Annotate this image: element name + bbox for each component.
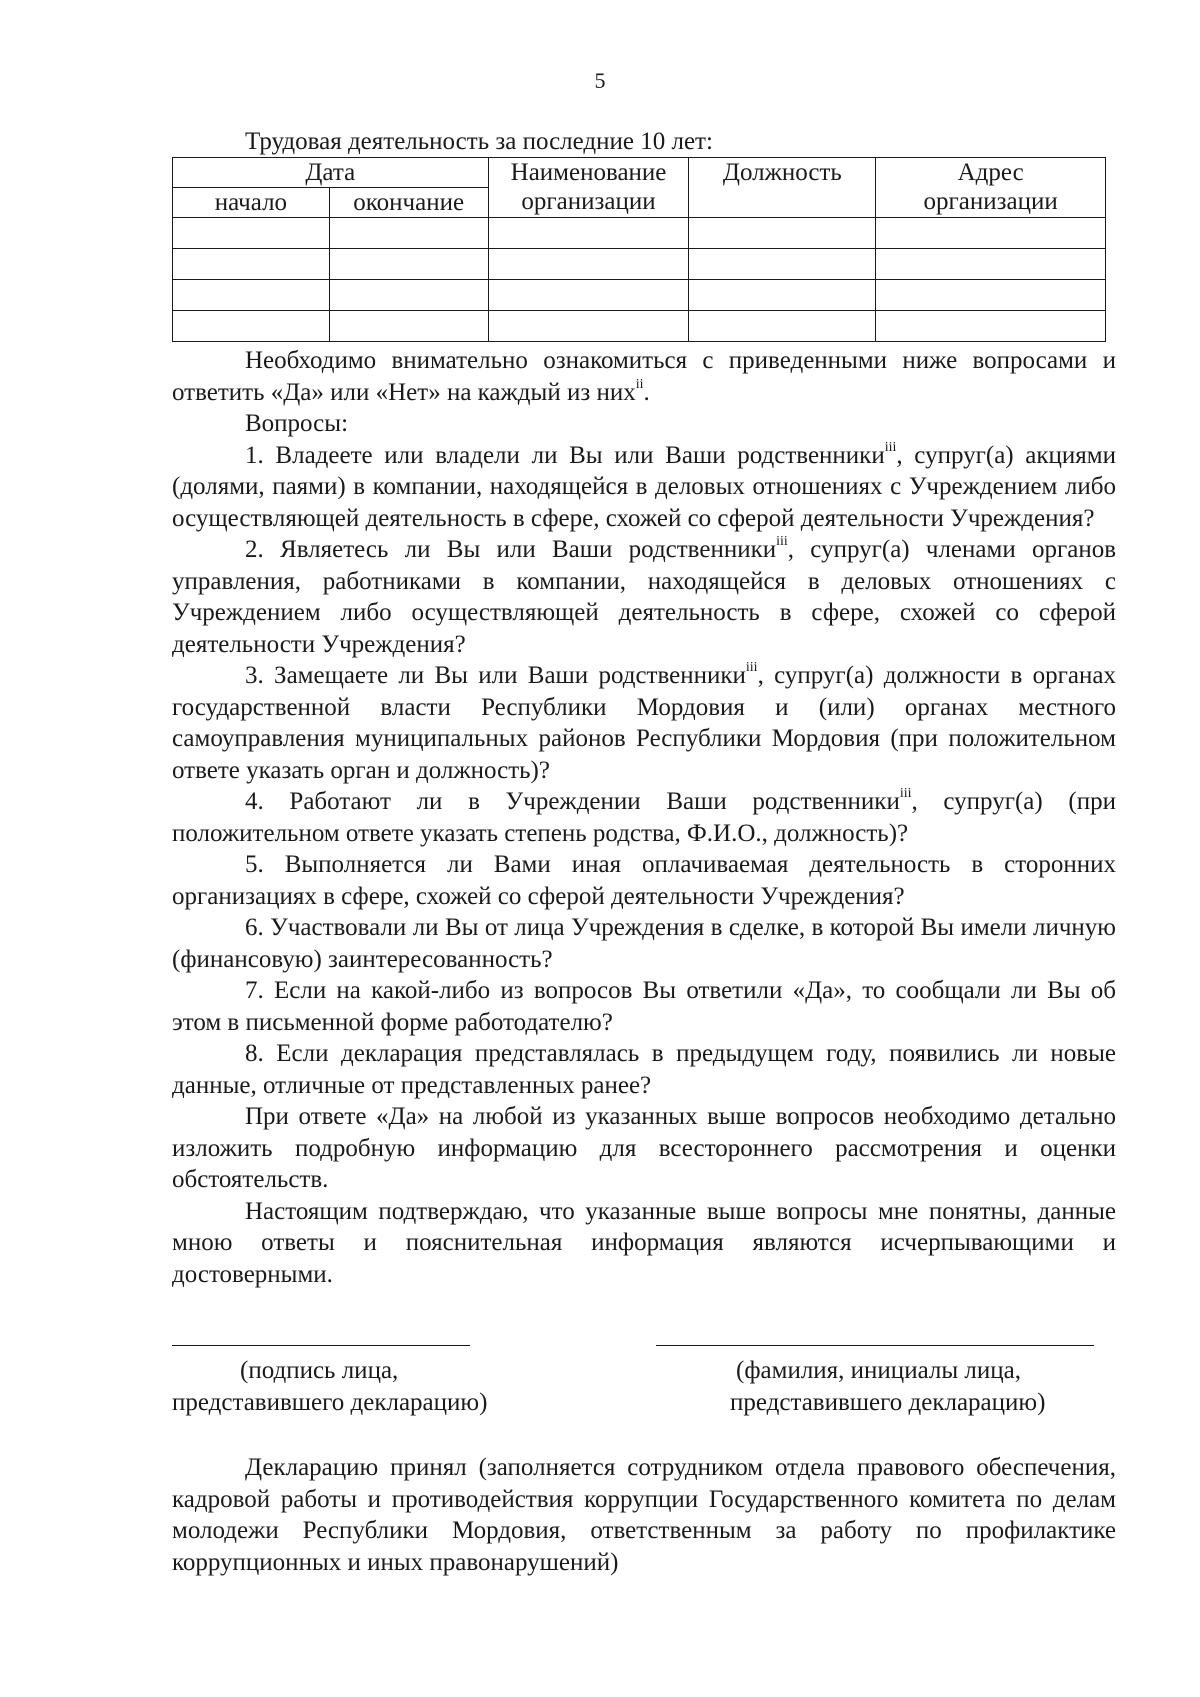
work-history-caption: Трудовая деятельность за последние 10 лет: bbox=[245, 128, 713, 155]
table-cell[interactable] bbox=[173, 218, 330, 249]
question-1 bbox=[172, 440, 1116, 535]
question-5: 5. Выполняется ли Вами иная оплачиваемая деятельность в сторонних организациях в сфере, схожей со сферой деятельности Учреждения? bbox=[172, 851, 1116, 910]
header-address bbox=[876, 158, 1106, 218]
table-cell[interactable] bbox=[173, 249, 330, 280]
questions-heading: Вопросы: bbox=[245, 410, 349, 437]
table-cell[interactable] bbox=[329, 218, 488, 249]
intro-tail: . bbox=[643, 378, 650, 406]
intro-text: Необходимо внимательно ознакомиться с приведенными ниже вопросами и ответить «Да» или «Нет» на каждый из них bbox=[172, 347, 1116, 406]
confirmation-statement: Настоящим подтверждаю, что указанные выше вопросы мне понятны, данные мною ответы и пояснительная информация являются исчерпывающими и достоверными. bbox=[172, 1197, 1116, 1288]
question-8: 8. Если декларация представлялась в предыдущем году, появились ли новые данные, отличные от представленных ранее? bbox=[172, 1040, 1116, 1099]
header-org-name bbox=[488, 158, 689, 218]
question-4-text-tail: , супруг(а) (при положительном ответе указать степень родства, Ф.И.О., должность)? bbox=[172, 788, 1116, 847]
declaration-body bbox=[172, 126, 1116, 1290]
footnote-mark: iii bbox=[745, 660, 758, 675]
header-date: Дата bbox=[173, 158, 489, 188]
table-cell[interactable] bbox=[488, 311, 689, 342]
table-cell[interactable] bbox=[329, 280, 488, 311]
table-cell[interactable] bbox=[488, 280, 689, 311]
table-cell[interactable] bbox=[689, 280, 876, 311]
yes-answer-note: При ответе «Да» на любой из указанных выше вопросов необходимо детально изложить подробную информацию для всестороннего рассмотрения и оценки обстоятельств. bbox=[172, 1103, 1116, 1193]
header-start: начало bbox=[173, 188, 330, 218]
header-end: окончание bbox=[329, 188, 488, 218]
table-cell[interactable] bbox=[689, 218, 876, 249]
footnote-mark: iii bbox=[776, 534, 788, 549]
table-row bbox=[173, 280, 1106, 311]
table-cell[interactable] bbox=[876, 311, 1106, 342]
page-number: 5 bbox=[594, 68, 606, 93]
signature-caption-line2: представившего декларацию) bbox=[172, 1389, 488, 1416]
table-cell[interactable] bbox=[488, 218, 689, 249]
header-address-line2: организации bbox=[923, 188, 1058, 215]
question-3 bbox=[172, 660, 1116, 786]
question-7: 7. Если на какой-либо из вопросов Вы ответили «Да», то сообщали ли Вы об этом в письменной форме работодателю? bbox=[172, 977, 1116, 1036]
question-6: 6. Участвовали ли Вы от лица Учреждения в сделке, в которой Вы имели личную (финансовую) заинтересованность? bbox=[172, 914, 1116, 973]
header-position: Должность bbox=[689, 158, 876, 218]
footnote-mark: iii bbox=[899, 786, 912, 801]
name-initials-line[interactable] bbox=[656, 1345, 1094, 1346]
signature-line[interactable] bbox=[172, 1345, 470, 1346]
name-caption-line2: представившего декларацию) bbox=[730, 1389, 1046, 1416]
signature-caption bbox=[172, 1355, 487, 1419]
table-cell[interactable] bbox=[173, 311, 330, 342]
question-4-text: 4. Работают ли в Учреждении Ваши родственники bbox=[245, 788, 900, 815]
table-row bbox=[173, 249, 1106, 280]
question-1-text-tail: , супруг(а) акциями (долями, паями) в компании, находящейся в деловых отношениях с Учреждением либо осуществляющей деятельность в сфере, схожей со сферой деятельности Учреждения? bbox=[172, 441, 1116, 532]
table-cell[interactable] bbox=[876, 218, 1106, 249]
question-4 bbox=[172, 786, 1116, 849]
question-2-text: 2. Являетесь ли Вы или Ваши родственники bbox=[245, 536, 777, 563]
table-cell[interactable] bbox=[488, 249, 689, 280]
question-2 bbox=[172, 534, 1116, 660]
table-row bbox=[173, 311, 1106, 342]
header-org-name-line2: организации bbox=[521, 188, 656, 215]
signature-caption-line1: (подпись лица, bbox=[240, 1357, 399, 1384]
table-cell[interactable] bbox=[329, 311, 488, 342]
table-cell[interactable] bbox=[689, 249, 876, 280]
table-row bbox=[173, 218, 1106, 249]
table-cell[interactable] bbox=[689, 311, 876, 342]
name-caption bbox=[730, 1355, 1045, 1419]
header-address-line1: Адрес bbox=[957, 159, 1024, 186]
question-3-text: 3. Замещаете ли Вы или Ваши родственники bbox=[245, 662, 746, 689]
table-header-row bbox=[173, 158, 1106, 188]
question-3-text-tail: , супруг(а) должности в органах государственной власти Республики Мордовия и (или) органах местного самоуправления муниципальных районов Республики Мордовия (при положительном ответе указать орган и должность)? bbox=[172, 662, 1116, 784]
intro-paragraph bbox=[172, 345, 1116, 408]
intro-footnote-mark: ii bbox=[635, 376, 644, 392]
table-cell[interactable] bbox=[876, 280, 1106, 311]
signature-block bbox=[172, 1345, 1116, 1435]
name-caption-line1: (фамилия, инициалы лица, bbox=[736, 1357, 1021, 1384]
acceptance-block bbox=[172, 1452, 1116, 1578]
table-cell[interactable] bbox=[329, 249, 488, 280]
question-1-text: 1. Владеете или владели ли Вы или Ваши родственники bbox=[245, 441, 885, 469]
acceptance-text: Декларацию принял (заполняется сотрудником отдела правового обеспечения, кадровой работы и противодействия коррупции Государственного комитета по делам молодежи Республики Мордовия, ответственным за работу по профилактике коррупционных и иных правонарушений) bbox=[172, 1454, 1116, 1576]
question-2-text-tail: , супруг(а) членами органов управления, работниками в компании, находящейся в деловых отношениях с Учреждением либо осуществляющей деятельность в сфере, схожей со сферой деятельности Учреждения? bbox=[172, 536, 1116, 658]
table-cell[interactable] bbox=[876, 249, 1106, 280]
work-history-table bbox=[172, 157, 1106, 342]
footnote-mark: iii bbox=[884, 439, 897, 455]
header-org-name-line1: Наименование bbox=[510, 159, 667, 186]
table-cell[interactable] bbox=[173, 280, 330, 311]
